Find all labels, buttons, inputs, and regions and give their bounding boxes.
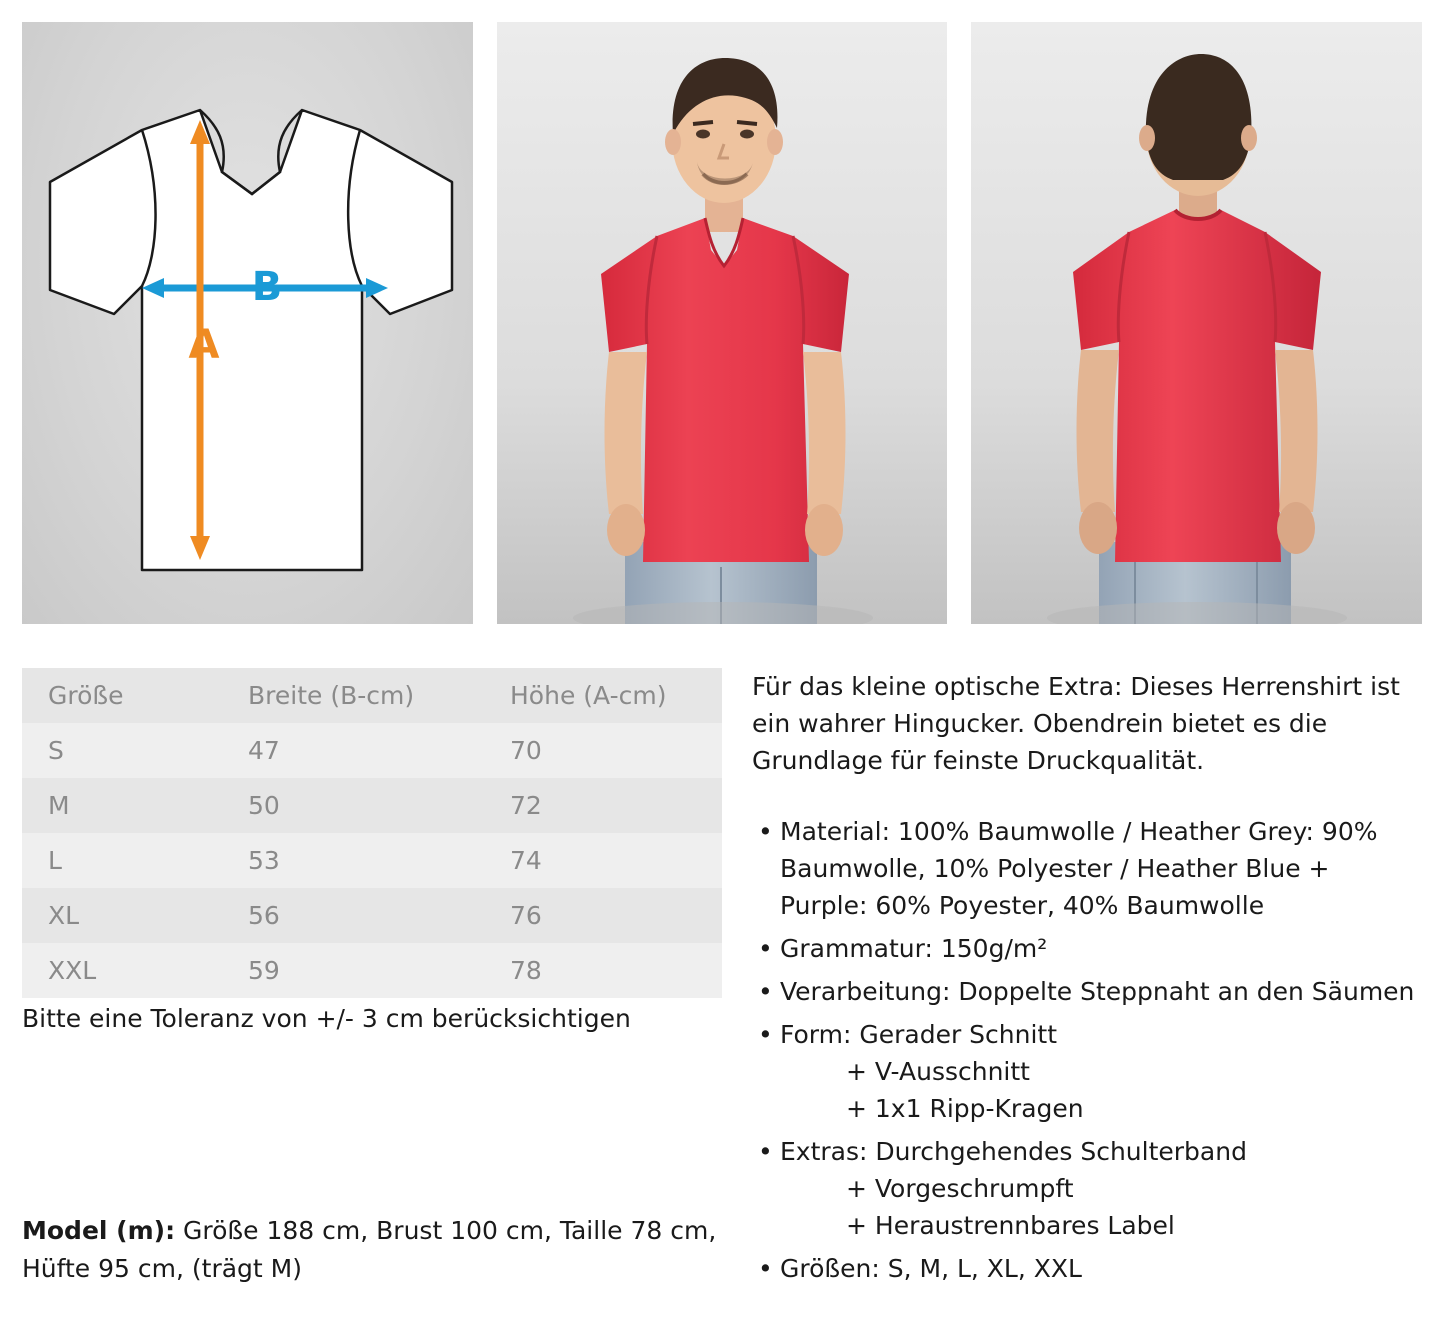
cell-width: 56	[222, 888, 484, 943]
feature-text: Verarbeitung: Doppelte Steppnaht an den Säumen	[780, 977, 1415, 1006]
list-item	[752, 1016, 1424, 1127]
image-row	[22, 22, 1422, 624]
column-header-width: Breite (B-cm)	[222, 668, 484, 723]
column-header-size: Größe	[22, 668, 222, 723]
cell-height: 78	[484, 943, 722, 998]
label-b: B	[251, 264, 283, 310]
cell-size: M	[22, 778, 222, 833]
model-front-photo	[497, 22, 948, 624]
list-item	[752, 813, 1424, 924]
list-item	[752, 1133, 1424, 1244]
list-item	[752, 930, 1424, 967]
model-back-photo	[971, 22, 1422, 624]
cell-height: 70	[484, 723, 722, 778]
cell-size: S	[22, 723, 222, 778]
feature-subitem: + Heraustrennbares Label	[846, 1211, 1175, 1240]
feature-text: Größen: S, M, L, XL, XXL	[780, 1254, 1082, 1283]
measurement-diagram-card	[22, 22, 473, 624]
cell-height: 72	[484, 778, 722, 833]
table-row	[22, 778, 722, 833]
cell-height: 74	[484, 833, 722, 888]
table-row	[22, 888, 722, 943]
table-header-row	[22, 668, 722, 723]
tolerance-note: Bitte eine Toleranz von +/- 3 cm berücksichtigen	[22, 1004, 631, 1033]
size-table	[22, 668, 722, 998]
model-note-label: Model (m):	[22, 1216, 176, 1245]
feature-text: Form: Gerader Schnitt	[780, 1020, 1058, 1049]
feature-subitem: + 1x1 Ripp-Kragen	[846, 1094, 1084, 1123]
feature-subitem: + V-Ausschnitt	[846, 1057, 1030, 1086]
cell-width: 59	[222, 943, 484, 998]
cell-width: 53	[222, 833, 484, 888]
cell-size: L	[22, 833, 222, 888]
cell-width: 50	[222, 778, 484, 833]
cell-size: XL	[22, 888, 222, 943]
label-a: A	[188, 322, 220, 368]
table-row	[22, 723, 722, 778]
tshirt-measurement-icon	[22, 22, 473, 624]
feature-text: Material: 100% Baumwolle / Heather Grey: 90% Baumwolle, 10% Polyester / Heather Blue + Purple: 60% Poyester, 40% Baumwolle	[780, 817, 1378, 920]
feature-text: Grammatur: 150g/m²	[780, 934, 1048, 963]
feature-list	[752, 813, 1424, 1287]
list-item	[752, 1250, 1424, 1287]
cell-size: XXL	[22, 943, 222, 998]
table-row	[22, 833, 722, 888]
model-note	[22, 1212, 722, 1287]
feature-text: Extras: Durchgehendes Schulterband	[780, 1137, 1247, 1166]
product-description	[752, 668, 1424, 1293]
cell-height: 76	[484, 888, 722, 943]
column-header-height: Höhe (A-cm)	[484, 668, 722, 723]
cell-width: 47	[222, 723, 484, 778]
feature-subitem: + Vorgeschrumpft	[846, 1174, 1074, 1203]
description-intro: Für das kleine optische Extra: Dieses Herrenshirt ist ein wahrer Hingucker. Obendrein bietet es die Grundlage für feinste Druckqualität.	[752, 672, 1400, 775]
table-row	[22, 943, 722, 998]
model-note-text: Größe 188 cm, Brust 100 cm, Taille 78 cm, Hüfte 95 cm, (trägt M)	[22, 1216, 717, 1283]
list-item	[752, 973, 1424, 1010]
